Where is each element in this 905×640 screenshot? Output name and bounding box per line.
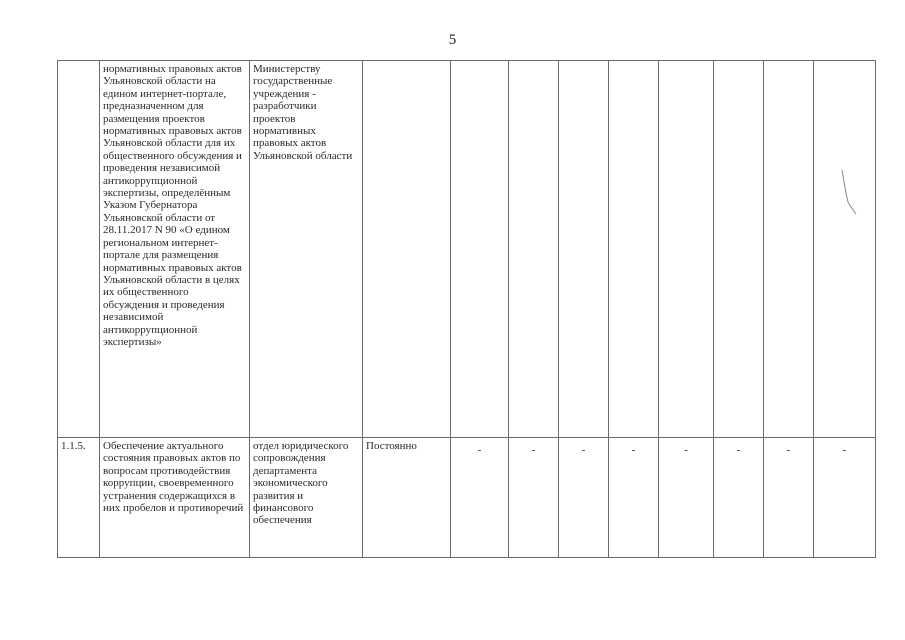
term-cell: Постоянно <box>363 438 451 558</box>
row-number-cell <box>58 61 100 438</box>
term-cell <box>363 61 451 438</box>
value-cell: - <box>509 438 559 558</box>
value-cell: - <box>714 438 764 558</box>
row-number-cell: 1.1.5. <box>58 438 100 558</box>
responsible-cell: Министерству государственные учреждения - разработчики проектов нормативных правовых актов Ульяновской области <box>250 61 363 438</box>
value-cell <box>609 61 659 438</box>
value-cell <box>659 61 714 438</box>
table-row <box>58 438 876 558</box>
value-cell: - <box>764 438 814 558</box>
value-cell: - <box>814 438 876 558</box>
plan-table <box>57 60 876 558</box>
value-cell: - <box>609 438 659 558</box>
table-row <box>58 61 876 438</box>
measure-cell: нормативных правовых актов Ульяновской области на едином интернет-портале, предназначенном для размещения проектов нормативных правовых актов Ульяновской области для их общественного обсуждения и проведения независимой антикоррупционной экспертизы, определённым Указом Губернатора Ульяновской области от 28.11.2017 N 90 «О едином региональном интернет-портале для размещения нормативных правовых актов Ульяновской области в целях их общественного обсуждения и проведения независимой антикоррупционной экспертизы» <box>100 61 250 438</box>
page-number: 5 <box>448 32 457 48</box>
responsible-cell: отдел юридического сопровождения департамента экономического развития и финансового обеспечения <box>250 438 363 558</box>
measure-cell: Обеспечение актуального состояния правовых актов по вопросам противодействия коррупции, своевременного устранения содержащихся в них пробелов и противоречий <box>100 438 250 558</box>
value-cell: - <box>451 438 509 558</box>
value-cell <box>764 61 814 438</box>
value-cell: - <box>659 438 714 558</box>
value-cell <box>451 61 509 438</box>
value-cell <box>814 61 876 438</box>
value-cell <box>559 61 609 438</box>
value-cell <box>509 61 559 438</box>
pen-mark-icon <box>838 168 858 216</box>
value-cell <box>714 61 764 438</box>
value-cell: - <box>559 438 609 558</box>
